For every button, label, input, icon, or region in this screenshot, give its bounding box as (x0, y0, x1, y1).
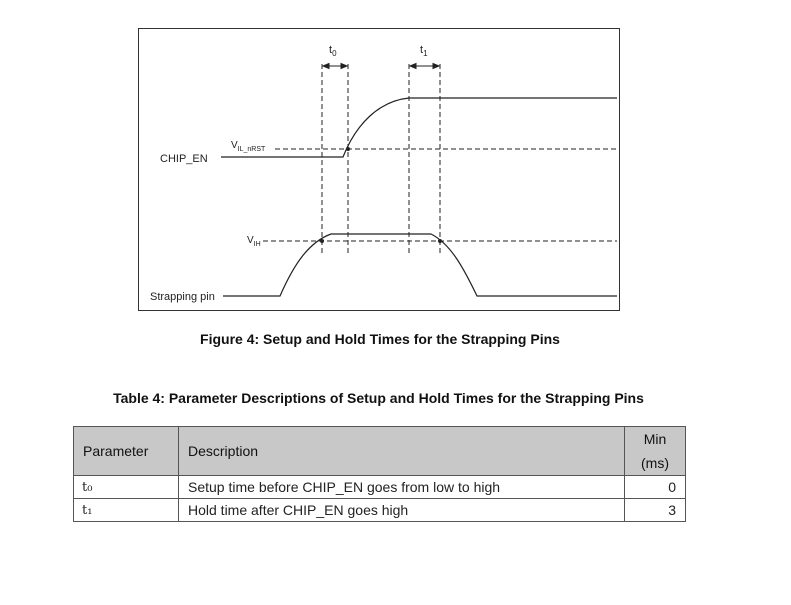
figure-caption: Figure 4: Setup and Hold Times for the Strapping Pins (200, 331, 560, 347)
timing-label-t1: $t_1$ (420, 44, 428, 58)
cell-description: Setup time before CHIP_EN goes from low to high (179, 476, 625, 499)
table-row (74, 476, 686, 499)
header-min-label: Min (643, 431, 667, 447)
vih-threshold-label: $V_{IH}$ (247, 235, 261, 248)
signal-label-chip-en: CHIP_EN (160, 153, 208, 165)
table-caption: Table 4: Parameter Descriptions of Setup and Hold Times for the Strapping Pins (113, 390, 644, 406)
cell-parameter: t₀ (74, 476, 179, 499)
table-row (74, 499, 686, 522)
header-description: Description (179, 427, 625, 476)
cell-min: 0 (625, 476, 686, 499)
strapping-fall-crossing-dot (438, 239, 442, 243)
timing-label-t0: $t_0$ (329, 44, 337, 58)
strapping-rise-crossing-dot (320, 239, 324, 243)
t1-arrowhead-left (410, 64, 416, 69)
header-min-unit: (ms) (641, 455, 669, 471)
strapping-pin-waveform (223, 234, 617, 296)
vil-threshold-label: $V_{IL\_nRST}$ (231, 140, 266, 153)
parameters-table (73, 426, 686, 522)
cell-min: 3 (625, 499, 686, 522)
t0-arrowhead-right (341, 64, 347, 69)
chip-en-waveform (221, 98, 617, 157)
t0-arrowhead-left (323, 64, 329, 69)
signal-label-strapping-pin: Strapping pin (150, 291, 215, 303)
header-min (625, 427, 686, 476)
cell-description: Hold time after CHIP_EN goes high (179, 499, 625, 522)
t1-arrowhead-right (433, 64, 439, 69)
timing-diagram (138, 28, 620, 311)
chip-en-crossing-dot (346, 147, 350, 151)
table-header-row (74, 427, 686, 476)
header-parameter: Parameter (74, 427, 179, 476)
timing-diagram-svg (139, 29, 621, 312)
cell-parameter: t₁ (74, 499, 179, 522)
